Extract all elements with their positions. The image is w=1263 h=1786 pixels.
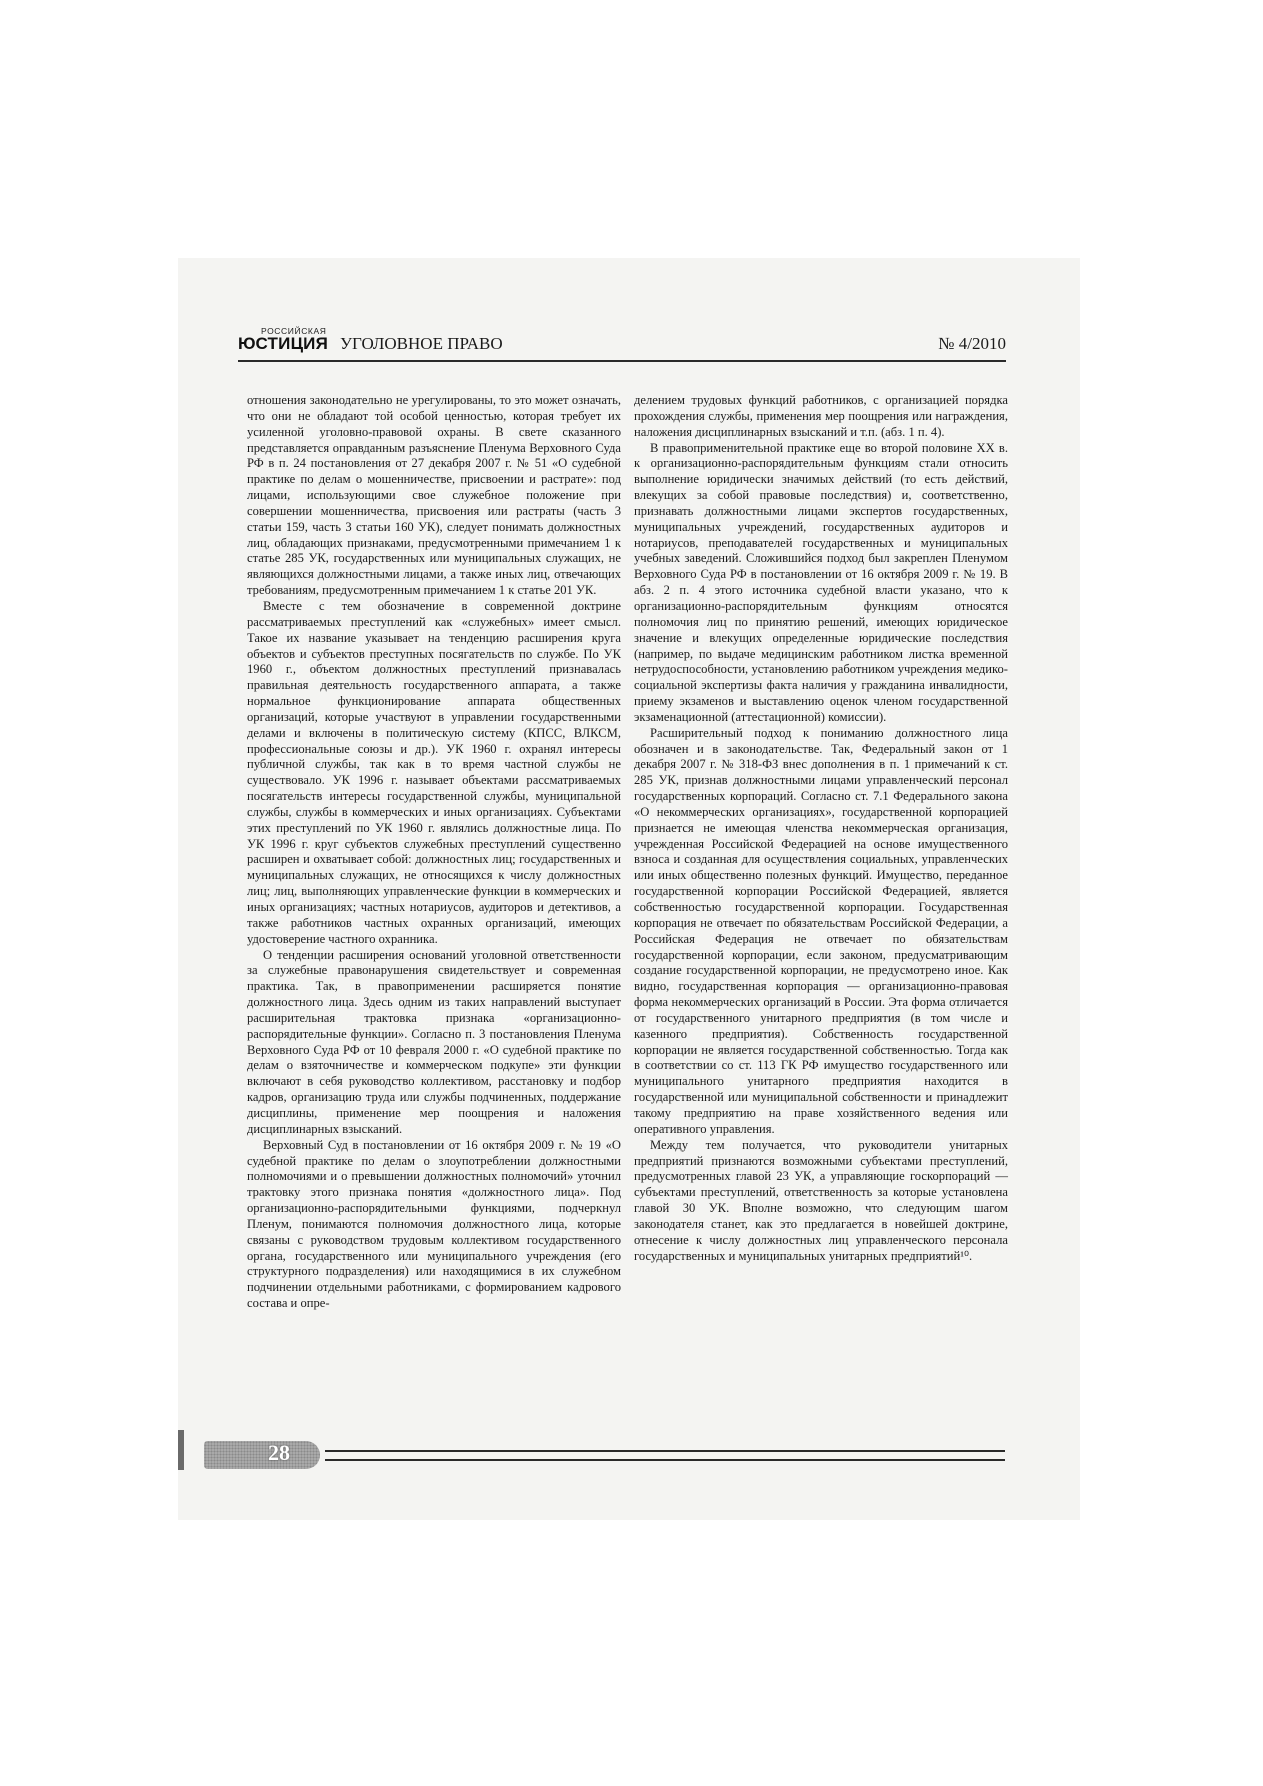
left-column bbox=[247, 393, 621, 1312]
header-divider bbox=[238, 360, 1006, 362]
right-column bbox=[634, 393, 1008, 1264]
journal-logo: ЮСТИЦИЯ bbox=[238, 334, 329, 353]
paragraph: Между тем получается, что руководители унитарных предприятий признаются возможными субъектами преступлений, предусмотренных главой 23 УК, а управляющие госкорпораций — субъектами преступлений, ответственность за которые установлена главой 30 УК. Вполне возможно, что следующим шагом законодателя станет, как это предлагается в новейшей доктрине, отнесение к числу должностных лиц управленческого персонала государственных и муниципальных унитарных предприятий¹⁰. bbox=[634, 1137, 1008, 1263]
paragraph: О тенденции расширения оснований уголовной ответственности за служебные правонарушения свидетельствует и современная практика. Так, в правоприменении расширяется понятие должностного лица. Здесь одним из таких направлений выступает расширительная трактовка признака «организационно-распорядительные функции». Согласно п. 3 постановления Пленума Верховного Суда РФ от 10 февраля 2000 г. «О судебной практике по делам о взяточничестве и коммерческом подкупе» эти функции включают в себя руководство коллективом, расстановку и подбор кадров, организацию труда или службы подчиненных, поддержание дисциплины, применение мер поощрения и наложения дисциплинарных взысканий. bbox=[247, 947, 621, 1136]
paragraph: В правоприменительной практике еще во второй половине XX в. к организационно-распорядительным функциям стали относить выполнение юридически значимых действий (то есть действий, влекущих за собой правовые последствия) и, соответственно, признавать должностными лицами экспертов государственных, муниципальных учреждений, государственных аудиторов и нотариусов, преподавателей государственных и муниципальных учебных заведений. Сложившийся подход был закреплен Пленумом Верховного Суда РФ в постановлении от 16 октября 2009 г. № 19. В абз. 2 п. 4 этого источника судебной власти указано, что к организационно-распорядительным функциям относятся полномочия лиц по принятию решений, имеющих юридическое значение и влекущих определенные юридические последствия (например, по выдаче медицинским работником листка временной нетрудоспособности, установлению работником учреждения медико-социальной экспертизы факта наличия у гражданина инвалидности, приему экзаменов и выставлению оценок членом государственной экзаменационной (аттестационной) комиссии). bbox=[634, 440, 1008, 724]
section-title: УГОЛОВНОЕ ПРАВО bbox=[340, 334, 503, 353]
page-number: 28 bbox=[268, 1440, 290, 1465]
page-number-badge bbox=[204, 1441, 320, 1469]
paragraph: Верховный Суд в постановлении от 16 октября 2009 г. № 19 «О судебной практике по делам о злоупотреблении должностными полномочиями и о превышении должностных полномочий» уточнил трактовку этого признака понятия «должностного лица». Под организационно-распорядительными функциями, подчеркнул Пленум, понимаются полномочия должностного лица, которые связаны с руководством трудовым коллективом государственного органа, государственного или муниципального учреждения (его структурного подразделения) или находящимися в их служебном подчинении отдельными работниками, с формированием кадрового состава и опре- bbox=[247, 1137, 621, 1311]
paragraph: делением трудовых функций работников, с организацией порядка прохождения службы, применения мер поощрения или награждения, наложения дисциплинарных взысканий и т.п. (абз. 1 п. 4). bbox=[634, 393, 1008, 439]
issue-number: № 4/2010 bbox=[938, 334, 1006, 353]
paragraph: Расширительный подход к пониманию должностного лица обозначен и в законодательстве. Так, Федеральный закон от 1 декабря 2007 г. № 318-ФЗ внес дополнения в п. 1 примечаний к ст. 285 УК, признав должностными лицами управленческий персонал государственных корпораций. Согласно ст. 7.1 Федерального закона «О некоммерческих организациях», государственной корпорацией признается не имеющая членства некоммерческая организация, учрежденная Российской Федерацией на основе имущественного взноса и созданная для осуществления социальных, управленческих или иных общественно полезных функций. Имущество, переданное государственной корпорации Российской Федерацией, является собственностью государственной корпорации. Государственная корпорация не отвечает по обязательствам Российской Федерации, а Российская Федерация не отвечает по обязательствам государственной корпорации, если законом, предусматривающим создание государственной корпорации, не предусмотрено иное. Как видно, государственная корпорация — организационно-правовая форма некоммерческих организаций в России. Эта форма отличается от государственного унитарного предприятия (в том числе и казенного предприятия). Собственность государственной корпорации не является государственной собственностью. Тогда как в соответствии со ст. 113 ГК РФ имущество государственного или муниципального унитарного предприятия находится в государственной или муниципальной собственности и принадлежит такому предприятию на праве хозяйственного ведения или оперативного управления. bbox=[634, 725, 1008, 1136]
page-edge-mark bbox=[178, 1430, 184, 1470]
paragraph: отношения законодательно не урегулированы, то это может означать, что они не обладают той особой ценностью, которая требует их усиленной уголовно-правовой охраны. В свете сказанного представляется оправданным разъяснение Пленума Верховного Суда РФ в п. 24 постановления от 27 декабря 2007 г. № 51 «О судебной практике по делам о мошенничестве, присвоении и растрате»: под лицами, использующими свое служебное положение при совершении мошенничества, присвоения или растраты (часть 3 статьи 159, часть 3 статьи 160 УК), следует понимать должностных лиц, обладающих признаками, предусмотренными примечанием 1 к статье 285 УК, государственных или муниципальных служащих, не являющихся должностными лицами, а также иных лиц, отвечающих требованиям, предусмотренным примечанием 1 к статье 201 УК. bbox=[247, 393, 621, 598]
paragraph: Вместе с тем обозначение в современной доктрине рассматриваемых преступлений как «служебных» имеет смысл. Такое их название указывает на тенденцию расширения круга объектов и субъектов преступных посягательств по службе. По УК 1960 г., объектом должностных преступлений признавалась правильная деятельность государственного аппарата, а также нормальное функционирование аппарата общественных организаций, которые участвуют в управлении государственными делами и включены в политическую систему (КПСС, ВЛКСМ, профессиональные союзы и др.). УК 1960 г. охранял интересы публичной службы, так как в то время частной службы не существовало. УК 1996 г. называет объектами рассматриваемых посягательств интересы государственной службы, муниципальной службы, службы в коммерческих и иных организациях. Субъектами этих преступлений по УК 1960 г. являлись должностные лица. По УК 1996 г. круг субъектов служебных преступлений существенно расширен и охватывает собой: должностных лиц; государственных и муниципальных служащих, не относящихся к числу должностных лиц; лиц, выполняющих управленческие функции в коммерческих и иных организациях; частных нотариусов, аудиторов и детективов, а также работников частных охранных организаций, имеющих удостоверение частного охранника. bbox=[247, 598, 621, 946]
footer-divider bbox=[325, 1459, 1005, 1461]
page-header bbox=[238, 318, 1006, 362]
footer-divider bbox=[325, 1450, 1005, 1452]
logo-subtitle: РОССИЙСКАЯ bbox=[261, 326, 327, 336]
